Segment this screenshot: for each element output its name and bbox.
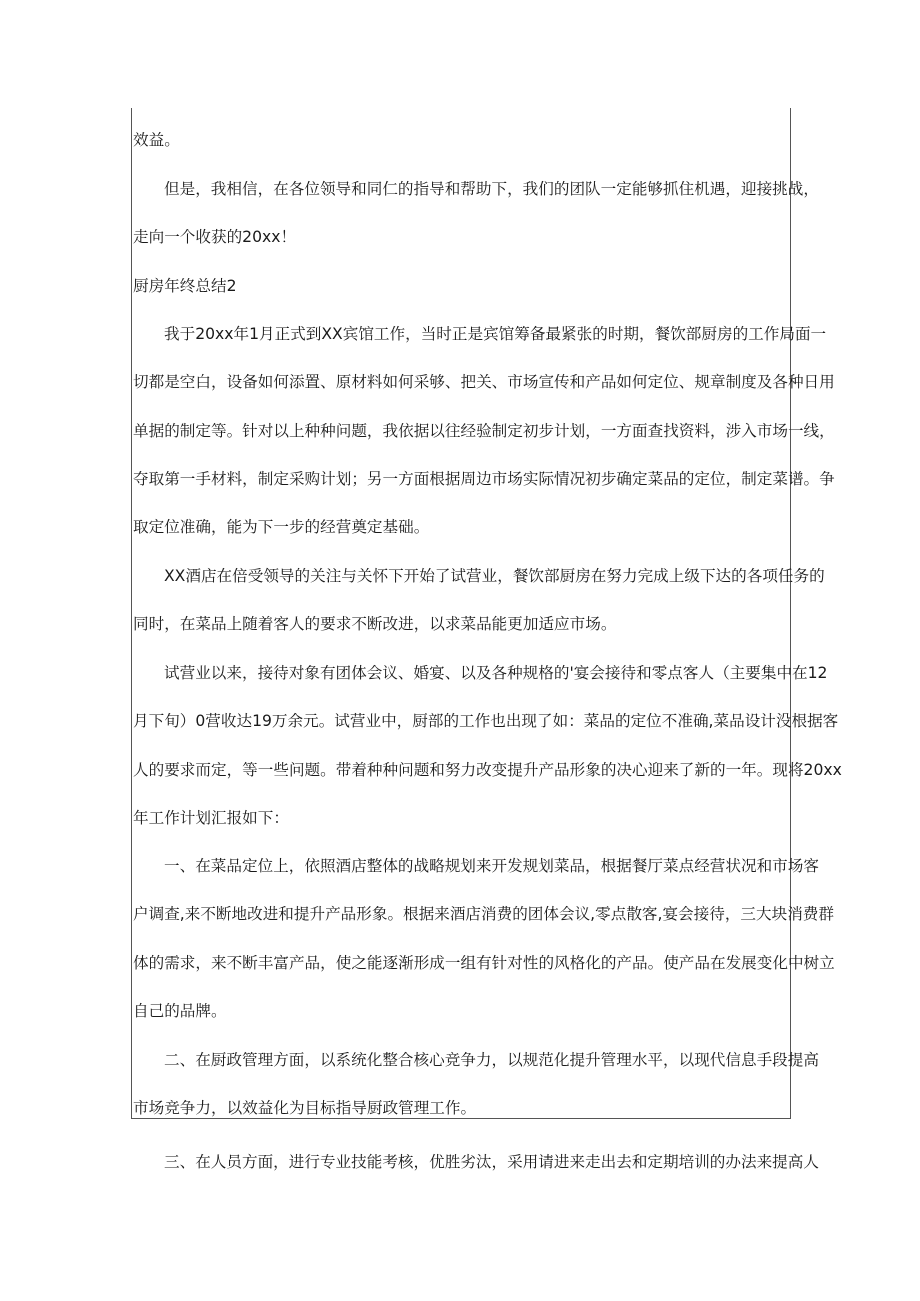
section-heading: 厨房年终总结2 xyxy=(133,277,237,295)
plan-item-one: 一、在菜品定位上，依照酒店整体的战略规划来开发规划菜品，根据餐厅菜点经营状况和市场客 户调查,来不断地改进和提升产品形象。根据来酒店消费的团体会议,零点散客,宴会接待，三大块消费群 体的需求，来不断丰富产品，使之能逐渐形成一组有针对性的风格化的产品。使产品在发展变化中树立 自己的品牌。 xyxy=(133,857,835,1020)
plan-item-three: 三、在人员方面，进行专业技能考核，优胜劣汰，采用请进来走出去和定期培训的办法来提高人 xyxy=(164,1153,819,1171)
trial-operation-paragraph: 试营业以来，接待对象有团体会议、婚宴、以及各种规格的'宴会接待和零点客人（主要集中在12 月下旬）0营收达19万余元。试营业中，厨部的工作也出现了如：菜品的定位不准确,菜品设计没根据客 人的要求而定，等一些问题。带着种种问题和努力改变提升产品形象的决心迎来了新的一年。现将20xx 年工作计划汇报如下： xyxy=(133,664,842,827)
opening-paragraph: XX酒店在倍受领导的关注与关怀下开始了试营业，餐饮部厨房在努力完成上级下达的各项任务的 同时，在菜品上随着客人的要求不断改进，以求菜品能更加适应市场。 xyxy=(133,567,825,634)
intro-paragraph: 我于20xx年1月正式到XX宾馆工作，当时正是宾馆筹备最紧张的时期，餐饮部厨房的工作局面一 切都是空白，设备如何添置、原材料如何采够、把关、市场宣传和产品如何定位、规章制度及各种日用 单据的制定等。针对以上种种问题，我依据以往经验制定初步计划，一方面查找资料，涉入市场一线， 夺取第一手材料，制定采购计划；另一方面根据周边市场实际情况初步确定菜品的定位，制定菜谱。争 取定位准确，能为下一步的经营奠定基础。 xyxy=(133,325,835,537)
plan-item-two: 二、在厨政管理方面，以系统化整合核心竞争力，以规范化提升管理水平，以现代信息手段提高 市场竞争力，以效益化为目标指导厨政管理工作。 xyxy=(133,1051,819,1118)
continuation-paragraph: 效益。 xyxy=(133,131,180,149)
believe-paragraph: 但是，我相信，在各位领导和同仁的指导和帮助下，我们的团队一定能够抓住机遇，迎接挑战， 走向一个收获的20xx！ xyxy=(133,180,819,247)
